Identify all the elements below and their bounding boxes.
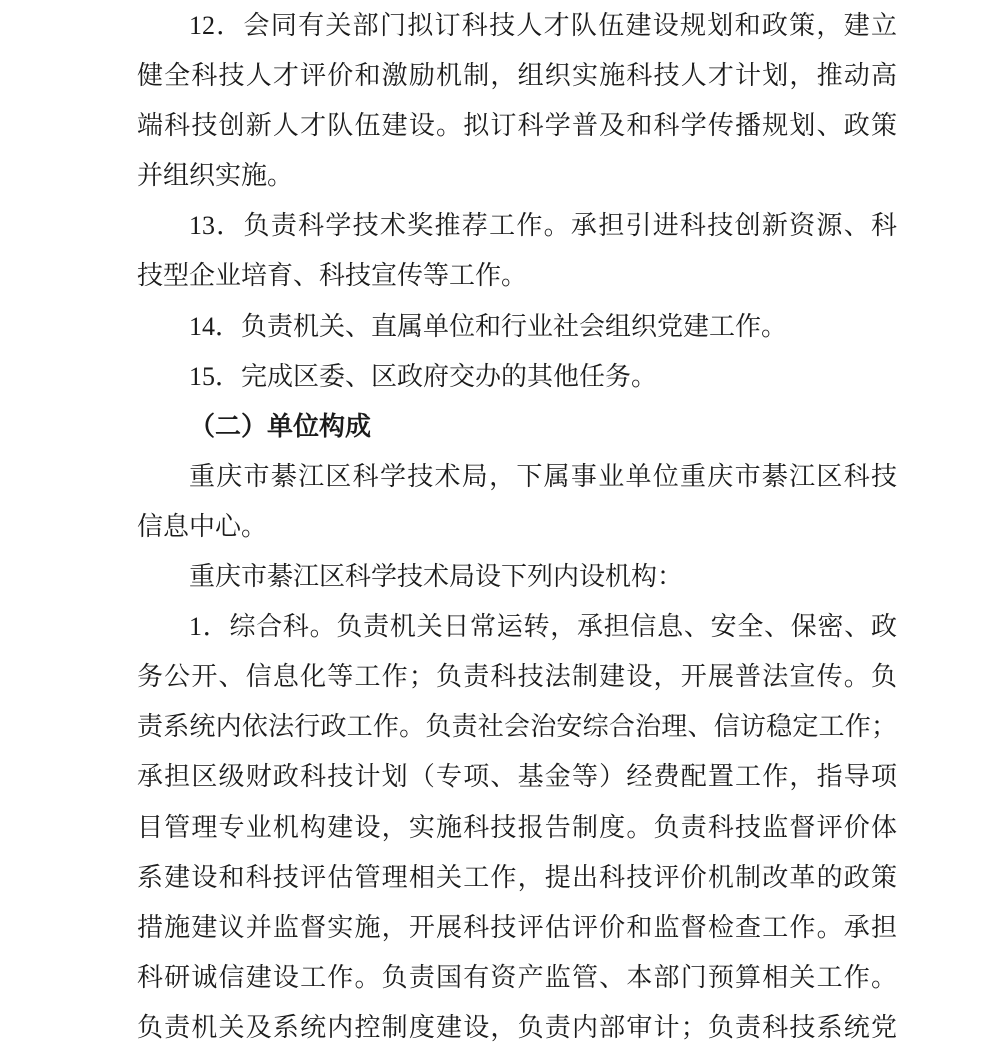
section-heading-unit-composition <box>137 402 897 452</box>
text-line: 系建设和科技评估管理相关工作，提出科技评价机制改革的政策 <box>137 862 897 892</box>
text-line: 技型企业培育、科技宣传等工作。 <box>137 261 528 291</box>
duty-item-14 <box>137 302 897 352</box>
text-line: 12．会同有关部门拟订科技人才队伍建设规划和政策，建立 <box>189 11 897 40</box>
text-line: 措施建议并监督实施，开展科技评估评价和监督检查工作。承担 <box>137 912 897 942</box>
text-line: 13．负责科学技术奖推荐工作。承担引进科技创新资源、科 <box>189 211 897 241</box>
text-line: 务公开、信息化等工作；负责科技法制建设，开展普法宣传。负 <box>137 662 897 692</box>
text-line: 责系统内依法行政工作。负责社会治安综合治理、信访稳定工作； <box>137 712 897 742</box>
text-line: 重庆市綦江区科学技术局，下属事业单位重庆市綦江区科技 <box>189 461 897 491</box>
org-item-1-general-office <box>137 602 897 1053</box>
text-line: 端科技创新人才队伍建设。拟订科学普及和科学传播规划、政策 <box>137 111 897 141</box>
text-line: 14．负责机关、直属单位和行业社会组织党建工作。 <box>189 311 788 341</box>
text-line: 科研诚信建设工作。负责国有资产监管、本部门预算相关工作。 <box>137 962 897 992</box>
text-line: 15．完成区委、区政府交办的其他任务。 <box>189 361 658 391</box>
text-line: 并组织实施。 <box>137 161 294 191</box>
duty-item-12 <box>137 1 897 201</box>
internal-org-intro <box>137 552 897 602</box>
document-body <box>137 1 897 1053</box>
text-line: 承担区级财政科技计划（专项、基金等）经费配置工作，指导项 <box>137 762 897 792</box>
text-line: 目管理专业机构建设，实施科技报告制度。负责科技监督评价体 <box>137 812 897 842</box>
text-line: 健全科技人才评价和激励机制，组织实施科技人才计划，推动高 <box>137 61 897 91</box>
text-line: （二）单位构成 <box>189 411 372 441</box>
text-line: 负责机关及系统内控制度建设，负责内部审计；负责科技系统党 <box>137 1012 897 1042</box>
text-line: 信息中心。 <box>137 511 268 541</box>
text-line: 1．综合科。负责机关日常运转，承担信息、安全、保密、政 <box>189 612 897 642</box>
duty-item-15 <box>137 352 897 402</box>
duty-item-13 <box>137 201 897 301</box>
unit-composition-paragraph <box>137 452 897 552</box>
text-line: 重庆市綦江区科学技术局设下列内设机构： <box>189 562 684 592</box>
